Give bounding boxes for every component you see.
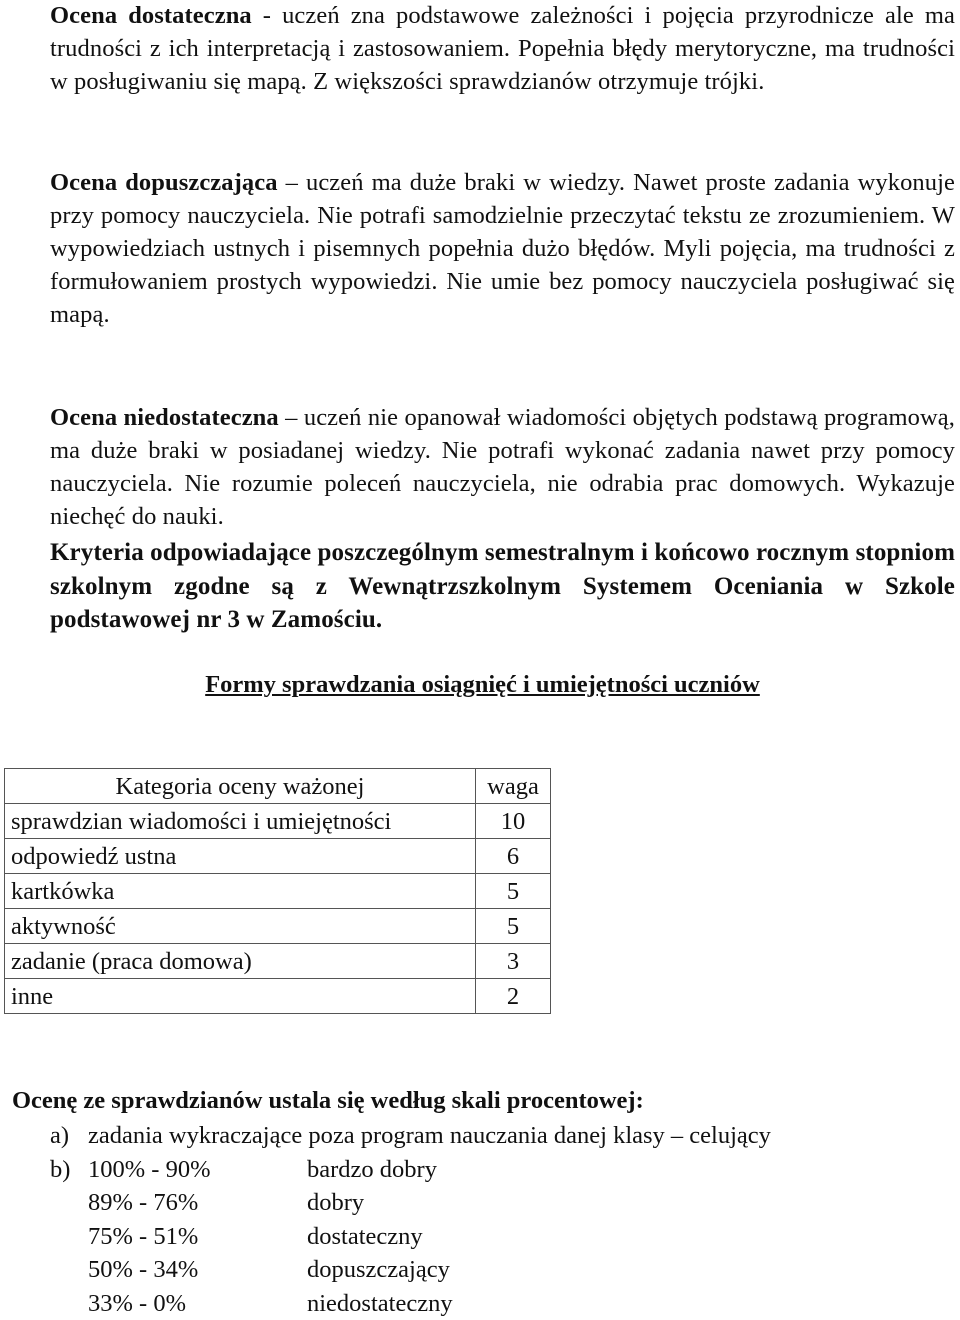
table-cell-weight: 6: [476, 839, 551, 874]
table-cell-category: sprawdzian wiadomości i umiejętności: [5, 804, 476, 839]
scale-grade: dopuszczający: [307, 1256, 450, 1283]
table-row: [5, 909, 551, 944]
table-header-weight: waga: [476, 769, 551, 804]
table-cell-category: aktywność: [5, 909, 476, 944]
table-cell-category: odpowiedź ustna: [5, 839, 476, 874]
table-row: [5, 874, 551, 909]
table-cell-category: kartkówka: [5, 874, 476, 909]
table-cell-weight: 3: [476, 944, 551, 979]
weights-table: [4, 768, 551, 1014]
list-marker: a): [50, 1122, 70, 1149]
criterion-text: – uczeń ma duże braki w wiedzy. Nawet proste zadania wykonuje przy pomocy nauczyciela. Nie potrafi samodzielnie przeczytać tekstu ze zrozumieniem. W wypowiedziach ustnych i pisemnych popełnia dużo błędów. Myli pojęcia, ma trudności z formułowaniem prostych wypowiedzi. Nie umie bez pomocy nauczyciela posługiwać się mapą.: [50, 169, 956, 328]
criterion-lead: Ocena dopuszczająca: [50, 169, 278, 196]
table-cell-weight: 5: [476, 874, 551, 909]
forms-heading: Formy sprawdzania osiągnięć i umiejętności uczniów: [205, 671, 760, 698]
scale-item-text: zadania wykraczające poza program nauczania danej klasy – celujący: [88, 1122, 771, 1149]
table-row: [5, 804, 551, 839]
scale-grade: bardzo dobry: [307, 1155, 437, 1183]
criterion-lead: Ocena niedostateczna: [50, 404, 279, 431]
scale-grade: dostateczny: [307, 1222, 423, 1250]
scale-range: 100% - 90%: [88, 1155, 211, 1183]
table-header-category: Kategoria oceny ważonej: [5, 769, 476, 804]
table-row: [5, 944, 551, 979]
criteria-note: Kryteria odpowiadające poszczególnym semestralnym i końcowo rocznym stopniom szkolnym zgodne są z Wewnątrzszkolnym Systemem Oceniania w Szkole podstawowej nr 3 w Zamościu.: [50, 539, 955, 633]
criterion-lead: Ocena dostateczna: [50, 2, 252, 29]
criterion-text: - uczeń zna podstawowe zależności i pojęcia przyrodnicze ale ma trudności z ich interpretacją i zastosowaniem. Popełnia błędy merytoryczne, ma trudności w posługiwaniu się mapą. Z większości sprawdzianów otrzymuje trójki.: [50, 2, 956, 95]
scale-grade: niedostateczny: [307, 1289, 453, 1317]
table-header-row: [5, 769, 551, 804]
scale-range: 33% - 0%: [88, 1289, 186, 1317]
criterion-niedostateczna: [50, 401, 955, 533]
scale-range: 50% - 34%: [88, 1256, 199, 1283]
table-cell-weight: 5: [476, 909, 551, 944]
scale-grade: dobry: [307, 1189, 365, 1216]
table-cell-category: zadanie (praca domowa): [5, 944, 476, 979]
table-cell-category: inne: [5, 979, 476, 1014]
table-cell-weight: 10: [476, 804, 551, 839]
scale-range: 89% - 76%: [88, 1189, 199, 1216]
list-marker: b): [50, 1155, 71, 1183]
table-row: [5, 839, 551, 874]
scale-title: Ocenę ze sprawdzianów ustala się według skali procentowej:: [12, 1087, 644, 1114]
table-row: [5, 979, 551, 1014]
criterion-text: – uczeń nie opanował wiadomości objętych podstawą programową, ma duże braki w posiadanej wiedzy. Nie potrafi wykonać zadania nawet przy pomocy nauczyciela. Nie rozumie poleceń nauczyciela, nie odrabia prac domowych. Wykazuje niechęć do nauki.: [50, 404, 955, 530]
criterion-dopuszczajaca: [50, 166, 955, 331]
scale-range: 75% - 51%: [88, 1222, 199, 1250]
table-cell-weight: 2: [476, 979, 551, 1014]
criterion-dostateczna: [50, 0, 955, 98]
